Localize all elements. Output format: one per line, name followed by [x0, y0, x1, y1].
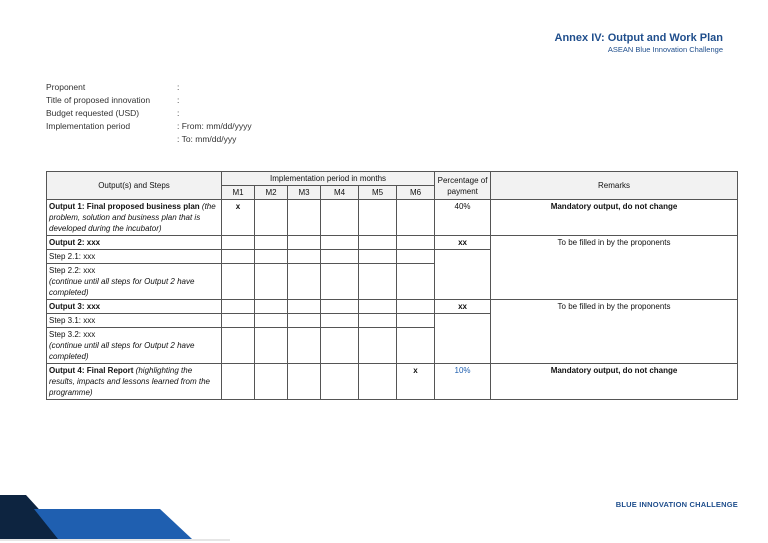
month-cell — [288, 250, 321, 264]
remarks-cell: Mandatory output, do not change — [491, 364, 738, 400]
annex-header — [555, 32, 723, 55]
output-title: Output 2: xxx — [47, 236, 222, 250]
header-percentage: Percentage of payment — [435, 172, 491, 200]
info-value: : From: mm/dd/yyyy — [177, 121, 252, 131]
month-cell — [255, 328, 288, 364]
month-cell — [222, 364, 255, 400]
month-cell — [359, 364, 397, 400]
info-value: : — [177, 95, 180, 105]
header-month: M5 — [359, 186, 397, 200]
table-row-output-2 — [47, 236, 738, 250]
month-cell — [288, 328, 321, 364]
footer-brand: BLUE INNOVATION CHALLENGE — [615, 500, 738, 509]
percentage-cell: 40% — [435, 200, 491, 236]
month-cell — [397, 264, 435, 300]
month-mark: x — [397, 364, 435, 400]
info-label: Implementation period — [46, 121, 131, 131]
output-description: (highlighting the results, impacts and lessons learned from the programme) — [49, 366, 210, 397]
remarks-cell: Mandatory output, do not change — [491, 200, 738, 236]
header-period: Implementation period in months — [222, 172, 435, 186]
header-month: M2 — [255, 186, 288, 200]
month-cell — [397, 300, 435, 314]
corner-decoration — [0, 493, 240, 543]
info-label — [46, 133, 177, 146]
info-row-budget — [46, 107, 252, 120]
month-cell — [397, 236, 435, 250]
remarks-cell: To be filled in by the proponents — [491, 236, 738, 300]
annex-subtitle: ASEAN Blue Innovation Challenge — [607, 45, 723, 54]
month-cell — [288, 200, 321, 236]
step-cell — [47, 328, 222, 364]
month-cell — [288, 300, 321, 314]
month-cell — [321, 250, 359, 264]
proposal-info — [46, 81, 252, 146]
info-row-proponent — [46, 81, 252, 94]
header-month: M1 — [222, 186, 255, 200]
month-cell — [321, 200, 359, 236]
info-value: : — [177, 108, 180, 118]
table-row-output-1 — [47, 200, 738, 236]
month-cell — [222, 300, 255, 314]
info-label: Title of proposed innovation — [46, 95, 151, 105]
month-cell — [359, 264, 397, 300]
percentage-cell: xx — [435, 236, 491, 250]
header-month: M4 — [321, 186, 359, 200]
month-cell — [359, 200, 397, 236]
output-cell — [47, 364, 222, 400]
percentage-cell: xx — [435, 300, 491, 314]
month-cell — [359, 300, 397, 314]
month-cell — [397, 200, 435, 236]
remarks-cell: To be filled in by the proponents — [491, 300, 738, 364]
month-cell — [255, 264, 288, 300]
info-label: Proponent — [46, 82, 86, 92]
info-row-period-to — [46, 133, 252, 146]
month-cell — [222, 314, 255, 328]
output-cell — [47, 200, 222, 236]
month-cell — [255, 364, 288, 400]
step-title: Step 2.2: xxx — [49, 266, 96, 275]
month-cell — [222, 236, 255, 250]
month-cell — [222, 264, 255, 300]
info-value: : — [177, 82, 180, 92]
blue-shape — [34, 509, 192, 539]
month-cell — [288, 264, 321, 300]
month-cell — [359, 250, 397, 264]
annex-title: Annex IV: Output and Work Plan — [554, 32, 723, 44]
step-cell: Step 2.1: xxx — [47, 250, 222, 264]
table-row-output-3 — [47, 300, 738, 314]
table-row-output-4 — [47, 364, 738, 400]
month-cell — [359, 236, 397, 250]
baseline-bar — [0, 539, 230, 541]
header-month: M6 — [397, 186, 435, 200]
info-value: : To: mm/dd/yyy — [177, 134, 237, 144]
output-title: Output 3: xxx — [47, 300, 222, 314]
month-cell — [359, 328, 397, 364]
percentage-cell — [435, 250, 491, 300]
header-remarks: Remarks — [491, 172, 738, 200]
month-cell — [397, 250, 435, 264]
step-note: (continue until all steps for Output 2 have completed) — [49, 277, 195, 297]
month-cell — [255, 300, 288, 314]
step-cell: Step 3.1: xxx — [47, 314, 222, 328]
output-title: Output 4: Final Report — [49, 366, 134, 375]
month-cell — [397, 314, 435, 328]
info-row-title — [46, 94, 252, 107]
month-cell — [222, 328, 255, 364]
step-title: Step 3.2: xxx — [49, 330, 96, 339]
month-cell — [255, 314, 288, 328]
info-label: Budget requested (USD) — [46, 108, 140, 118]
month-cell — [321, 314, 359, 328]
month-cell — [222, 250, 255, 264]
month-cell — [321, 300, 359, 314]
month-cell — [321, 328, 359, 364]
output-description: (the problem, solution and business plan that is developed during the incubator) — [49, 202, 216, 233]
month-cell — [255, 236, 288, 250]
work-plan-table — [46, 171, 738, 400]
month-cell — [255, 200, 288, 236]
header-month: M3 — [288, 186, 321, 200]
info-row-period-from — [46, 120, 252, 133]
month-mark: x — [222, 200, 255, 236]
percentage-cell: 10% — [435, 364, 491, 400]
month-cell — [321, 236, 359, 250]
month-cell — [288, 314, 321, 328]
month-cell — [397, 328, 435, 364]
output-title: Output 1: Final proposed business plan — [49, 202, 200, 211]
month-cell — [288, 364, 321, 400]
percentage-cell — [435, 314, 491, 364]
step-cell — [47, 264, 222, 300]
month-cell — [321, 364, 359, 400]
header-output: Output(s) and Steps — [47, 172, 222, 200]
month-cell — [359, 314, 397, 328]
month-cell — [321, 264, 359, 300]
month-cell — [255, 250, 288, 264]
month-cell — [288, 236, 321, 250]
step-note: (continue until all steps for Output 2 have completed) — [49, 341, 195, 361]
